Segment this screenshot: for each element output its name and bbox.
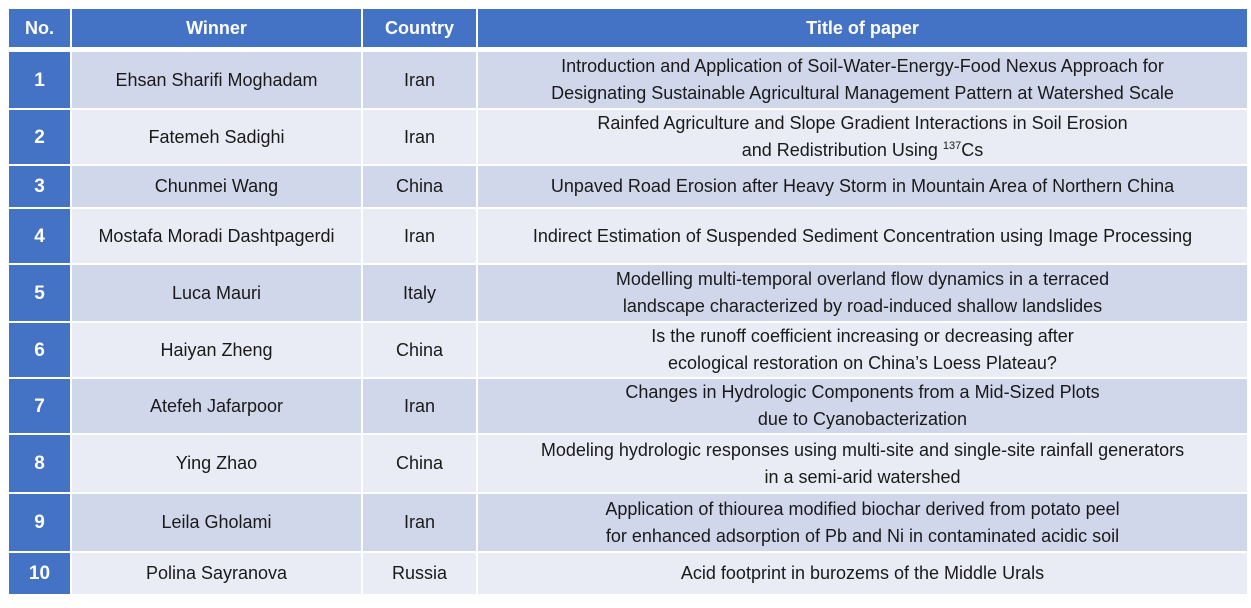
- row-number: 2: [9, 110, 70, 164]
- winner-name: Chunmei Wang: [72, 166, 361, 207]
- row-number: 10: [9, 553, 70, 594]
- paper-title-text: Indirect Estimation of Suspended Sediment Concentration using Image Processing: [532, 225, 1193, 246]
- header-country: Country: [363, 9, 476, 50]
- winner-name: Leila Gholami: [72, 494, 361, 551]
- paper-title-text: due to Cyanobacterization: [757, 409, 968, 429]
- country: China: [363, 323, 476, 377]
- winner-name: Luca Mauri: [72, 265, 361, 321]
- country: Iran: [363, 110, 476, 164]
- paper-title-text: Acid footprint in burozems of the Middle Urals: [680, 563, 1045, 583]
- paper-title: [478, 323, 1247, 377]
- table-body: [9, 52, 1247, 594]
- table-row: [9, 494, 1247, 551]
- header-row: [9, 9, 1247, 50]
- paper-title: [478, 166, 1247, 207]
- paper-title-line: [484, 266, 1241, 293]
- paper-title: [478, 209, 1247, 263]
- table-row: [9, 379, 1247, 433]
- country: Iran: [363, 209, 476, 263]
- country: Italy: [363, 265, 476, 321]
- winner-name: Haiyan Zheng: [72, 323, 361, 377]
- paper-title: [478, 265, 1247, 321]
- paper-title-text: Application of thiourea modified biochar derived from potato peel: [605, 498, 1120, 519]
- table-row: [9, 553, 1247, 594]
- paper-title-text: Rainfed Agriculture and Slope Gradient Interactions in Soil Erosion: [597, 113, 1128, 133]
- paper-title-text: Unpaved Road Erosion after Heavy Storm in Mountain Area of Northern China: [550, 176, 1175, 196]
- paper-title-line: [484, 523, 1241, 550]
- table-row: [9, 166, 1247, 207]
- paper-title-text: ecological restoration on China’s Loess Plateau?: [668, 353, 1057, 373]
- paper-title-line: [484, 173, 1241, 200]
- winner-name: Fatemeh Sadighi: [72, 110, 361, 164]
- paper-title: [478, 379, 1247, 433]
- country: China: [363, 435, 476, 492]
- isotope-symbol: Cs: [961, 140, 984, 160]
- winner-name: Mostafa Moradi Dashtpagerdi: [72, 209, 361, 263]
- row-number: 3: [9, 166, 70, 207]
- paper-title-text: in a semi-arid watershed: [764, 466, 961, 487]
- row-number: 9: [9, 494, 70, 551]
- paper-title-text: landscape characterized by road-induced shallow landslides: [622, 296, 1103, 316]
- paper-title-line: [484, 223, 1241, 250]
- header-no: No.: [9, 9, 70, 50]
- paper-title-line: [484, 53, 1241, 80]
- country: Iran: [363, 52, 476, 108]
- paper-title-line: [484, 323, 1241, 350]
- winners-table: [7, 7, 1249, 596]
- paper-title-line: [484, 110, 1241, 137]
- paper-title-text: for enhanced adsorption of Pb and Ni in contaminated acidic soil: [605, 525, 1120, 546]
- paper-title-line: [484, 80, 1241, 107]
- row-number: 5: [9, 265, 70, 321]
- paper-title-line: [484, 406, 1241, 433]
- country: Russia: [363, 553, 476, 594]
- winner-name: Atefeh Jafarpoor: [72, 379, 361, 433]
- table-row: [9, 110, 1247, 164]
- row-number: 6: [9, 323, 70, 377]
- table-row: [9, 52, 1247, 108]
- paper-title: [478, 52, 1247, 108]
- country: Iran: [363, 494, 476, 551]
- paper-title: [478, 435, 1247, 492]
- paper-title-line: [484, 137, 1241, 164]
- paper-title: [478, 494, 1247, 551]
- winner-name: Ehsan Sharifi Moghadam: [72, 52, 361, 108]
- paper-title-text: Introduction and Application of Soil-Water-Energy-Food Nexus Approach for: [561, 56, 1164, 76]
- paper-title-line: [484, 560, 1241, 587]
- country: China: [363, 166, 476, 207]
- paper-title-text: and Redistribution Using: [741, 140, 943, 160]
- paper-title-text: Modeling hydrologic responses using multi-site and single-site rainfall generators: [540, 439, 1185, 460]
- paper-title: [478, 553, 1247, 594]
- row-number: 7: [9, 379, 70, 433]
- table-row: [9, 435, 1247, 492]
- paper-title-line: [484, 350, 1241, 377]
- paper-title-line: [484, 437, 1241, 464]
- winner-name: Ying Zhao: [72, 435, 361, 492]
- row-number: 8: [9, 435, 70, 492]
- table-row: [9, 265, 1247, 321]
- row-number: 4: [9, 209, 70, 263]
- country: Iran: [363, 379, 476, 433]
- paper-title-line: [484, 464, 1241, 491]
- header-title: Title of paper: [478, 9, 1247, 50]
- paper-title-text: Designating Sustainable Agricultural Management Pattern at Watershed Scale: [551, 83, 1174, 103]
- table-row: [9, 323, 1247, 377]
- paper-title-line: [484, 496, 1241, 523]
- paper-title-line: [484, 293, 1241, 320]
- winners-table-container: [7, 7, 1245, 596]
- isotope-superscript: 137: [942, 140, 962, 152]
- row-number: 1: [9, 52, 70, 108]
- paper-title: [478, 110, 1247, 164]
- winner-name: Polina Sayranova: [72, 553, 361, 594]
- header-winner: Winner: [72, 9, 361, 50]
- paper-title-line: [484, 379, 1241, 406]
- paper-title-text: Is the runoff coefficient increasing or decreasing after: [651, 326, 1074, 346]
- paper-title-text: Modelling multi-temporal overland flow dynamics in a terraced: [615, 269, 1110, 289]
- table-row: [9, 209, 1247, 263]
- paper-title-text: Changes in Hydrologic Components from a Mid-Sized Plots: [625, 382, 1100, 402]
